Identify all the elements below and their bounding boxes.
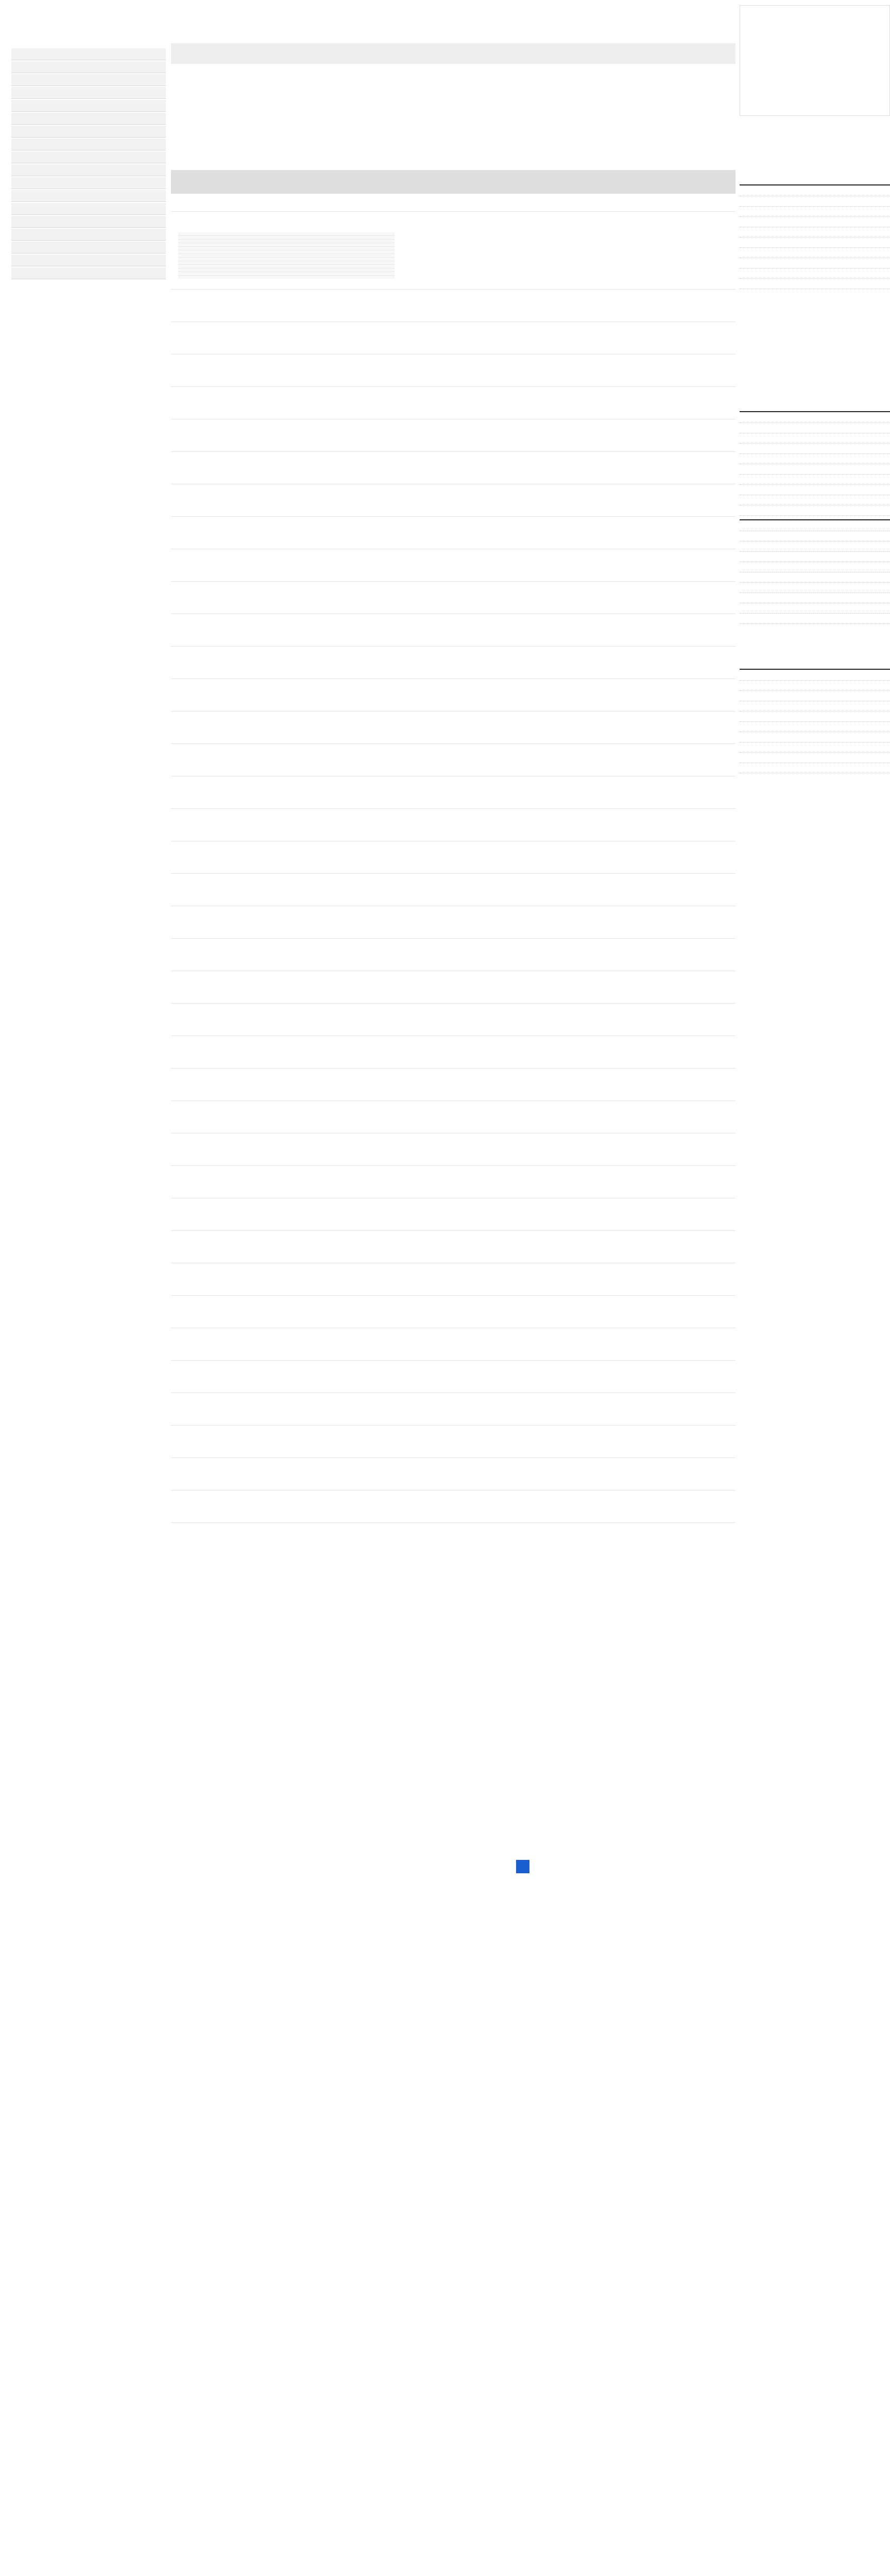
right-section-link[interactable] — [740, 543, 890, 552]
post-header — [178, 812, 384, 819]
right-section-link[interactable] — [740, 198, 890, 207]
post-actions[interactable] — [684, 779, 730, 793]
post-actions[interactable] — [684, 909, 730, 923]
right-section-link[interactable] — [740, 249, 890, 258]
post — [171, 1133, 735, 1165]
sidebar-link[interactable] — [11, 255, 166, 266]
post-actions[interactable] — [684, 974, 730, 988]
thread-tabs — [171, 83, 735, 96]
right-section-link[interactable] — [740, 553, 890, 562]
post — [171, 841, 735, 873]
sidebar-link[interactable] — [11, 61, 166, 73]
post-actions[interactable] — [684, 1429, 730, 1442]
sidebar-link[interactable] — [11, 267, 166, 279]
right-section-link[interactable] — [740, 672, 890, 681]
post-actions[interactable] — [684, 1396, 730, 1410]
post-header — [178, 1331, 384, 1338]
thread-tab[interactable] — [466, 83, 497, 96]
post-actions[interactable] — [684, 1039, 730, 1053]
post-actions[interactable] — [684, 877, 730, 890]
post — [171, 873, 735, 906]
right-column — [740, 0, 890, 2576]
post-actions[interactable] — [684, 747, 730, 760]
post-header — [178, 1299, 384, 1306]
post-header — [178, 1234, 384, 1241]
post-header — [178, 877, 384, 884]
post-header — [178, 1429, 384, 1436]
post-actions[interactable] — [684, 552, 730, 566]
right-section-link[interactable] — [740, 280, 890, 289]
post — [171, 1360, 735, 1393]
post-actions[interactable] — [684, 1137, 730, 1150]
sidebar-nav — [11, 36, 166, 280]
right-section-link[interactable] — [740, 455, 890, 464]
post-header — [178, 358, 384, 365]
right-section-heading — [740, 402, 890, 412]
post-header — [178, 1137, 384, 1144]
post-actions[interactable] — [684, 293, 730, 306]
right-section-heading — [740, 659, 890, 670]
right-section-link[interactable] — [740, 188, 890, 196]
thread-title — [171, 43, 735, 64]
post — [171, 646, 735, 679]
right-section-link[interactable] — [740, 466, 890, 474]
right-section-heading — [740, 510, 890, 520]
thread-tab[interactable] — [354, 83, 385, 96]
right-section-link[interactable] — [740, 239, 890, 248]
post-header — [178, 520, 384, 527]
post-actions[interactable] — [684, 358, 730, 371]
post — [171, 1490, 735, 1522]
post — [171, 808, 735, 841]
right-section-link[interactable] — [740, 723, 890, 732]
post-header — [178, 390, 384, 397]
sidebar-link[interactable] — [11, 100, 166, 112]
post — [171, 484, 735, 516]
right-section-link[interactable] — [740, 270, 890, 279]
post-header — [178, 1007, 384, 1014]
right-section-link[interactable] — [740, 703, 890, 711]
post-header — [178, 1039, 384, 1046]
sidebar-link[interactable] — [11, 216, 166, 228]
post-actions[interactable] — [684, 1266, 730, 1280]
post — [171, 743, 735, 776]
sidebar-link[interactable] — [11, 139, 166, 150]
right-section-link[interactable] — [740, 584, 890, 593]
post-actions[interactable] — [684, 390, 730, 403]
sidebar-link[interactable] — [11, 151, 166, 163]
right-section-link[interactable] — [740, 208, 890, 217]
post — [171, 1263, 735, 1295]
post-header — [178, 1461, 384, 1468]
right-section-link[interactable] — [740, 754, 890, 763]
post-header — [178, 1364, 384, 1371]
post-actions[interactable] — [684, 1234, 730, 1247]
post-header — [178, 422, 384, 430]
right-section — [740, 402, 890, 517]
post — [171, 1230, 735, 1263]
post — [171, 516, 735, 549]
post-actions[interactable] — [684, 487, 730, 501]
right-section-link[interactable] — [740, 595, 890, 603]
post-header — [178, 552, 384, 560]
post-actions[interactable] — [684, 1364, 730, 1377]
post-header — [178, 844, 384, 852]
thread-tab[interactable] — [410, 83, 441, 96]
post — [171, 711, 735, 743]
post — [171, 971, 735, 1003]
post — [171, 938, 735, 971]
post-actions[interactable] — [684, 325, 730, 338]
right-section-link[interactable] — [740, 260, 890, 268]
post — [171, 614, 735, 646]
right-section-link[interactable] — [740, 414, 890, 423]
post — [171, 1522, 735, 1555]
right-section-link[interactable] — [740, 445, 890, 454]
sidebar-link[interactable] — [11, 190, 166, 202]
post — [171, 321, 735, 354]
right-section-link[interactable] — [740, 765, 890, 773]
post-actions[interactable] — [684, 682, 730, 696]
post — [171, 354, 735, 386]
post — [171, 451, 735, 484]
sidebar-link[interactable] — [11, 126, 166, 138]
post — [171, 211, 735, 289]
post — [171, 581, 735, 614]
sidebar-heading — [58, 36, 119, 45]
post — [171, 679, 735, 711]
post-actions[interactable] — [684, 215, 730, 228]
right-section-link[interactable] — [740, 682, 890, 691]
post — [171, 289, 735, 321]
post — [171, 1100, 735, 1133]
post-header — [178, 487, 384, 495]
post-actions[interactable] — [684, 1331, 730, 1345]
post — [171, 776, 735, 808]
post-header — [178, 455, 384, 462]
sidebar-link[interactable] — [11, 87, 166, 99]
post-image[interactable] — [178, 232, 395, 279]
post — [171, 1165, 735, 1198]
post-header — [178, 585, 384, 592]
post-header — [178, 1201, 384, 1209]
overlay-close-button[interactable] — [516, 1860, 529, 1873]
post-actions[interactable] — [684, 585, 730, 598]
right-section-link[interactable] — [740, 435, 890, 444]
right-section-link[interactable] — [740, 497, 890, 505]
sidebar-link[interactable] — [11, 203, 166, 215]
right-section-link[interactable] — [740, 533, 890, 541]
post-header — [178, 715, 384, 722]
post-actions[interactable] — [684, 650, 730, 663]
post — [171, 1295, 735, 1328]
right-section-heading — [740, 175, 890, 185]
right-section-link[interactable] — [740, 734, 890, 742]
right-section — [740, 659, 890, 775]
post — [171, 1198, 735, 1230]
right-section-link[interactable] — [740, 486, 890, 495]
right-section-link[interactable] — [740, 229, 890, 238]
sidebar-link[interactable] — [11, 74, 166, 86]
post — [171, 1068, 735, 1100]
right-section — [740, 510, 890, 625]
post — [171, 1328, 735, 1360]
post — [171, 549, 735, 581]
post-actions[interactable] — [684, 812, 730, 825]
post-header — [178, 1266, 384, 1274]
post-actions[interactable] — [684, 1299, 730, 1312]
post-header — [178, 1396, 384, 1403]
post-actions[interactable] — [684, 1104, 730, 1117]
main-column — [171, 0, 735, 2576]
post — [171, 386, 735, 419]
right-section-link[interactable] — [740, 713, 890, 722]
post-actions[interactable] — [684, 455, 730, 468]
right-section-link[interactable] — [740, 605, 890, 614]
sidebar-link[interactable] — [11, 113, 166, 125]
post-header — [178, 215, 384, 222]
post-header — [178, 325, 384, 332]
post-header — [178, 682, 384, 689]
thread-notice — [171, 170, 735, 194]
post — [171, 1036, 735, 1068]
post — [171, 1458, 735, 1490]
post — [171, 1425, 735, 1458]
post-header — [178, 650, 384, 657]
post-header — [178, 942, 384, 949]
post-actions[interactable] — [684, 1201, 730, 1215]
post — [171, 419, 735, 451]
post-header — [178, 779, 384, 787]
post-header — [178, 1104, 384, 1111]
sidebar-link[interactable] — [11, 48, 166, 60]
post-header — [178, 617, 384, 624]
post-actions[interactable] — [684, 617, 730, 631]
post — [171, 906, 735, 938]
post — [171, 1393, 735, 1425]
right-section-link[interactable] — [740, 615, 890, 624]
post-header — [178, 974, 384, 981]
sidebar-link[interactable] — [11, 229, 166, 241]
post-actions[interactable] — [684, 1169, 730, 1182]
post-actions[interactable] — [684, 715, 730, 728]
right-section-link[interactable] — [740, 744, 890, 753]
sidebar-link[interactable] — [11, 177, 166, 189]
post-actions[interactable] — [684, 1461, 730, 1475]
right-section-link[interactable] — [740, 425, 890, 433]
post-actions[interactable] — [684, 520, 730, 533]
right-section — [740, 175, 890, 291]
sidebar-link[interactable] — [11, 242, 166, 253]
post-actions[interactable] — [684, 1007, 730, 1020]
post-header — [178, 1526, 384, 1533]
sidebar-link[interactable] — [11, 164, 166, 176]
post-header — [178, 293, 384, 300]
post-list — [171, 211, 735, 1555]
post-header — [178, 909, 384, 917]
post-actions[interactable] — [684, 1494, 730, 1507]
ad-banner[interactable] — [740, 5, 890, 116]
post-actions[interactable] — [684, 1526, 730, 1539]
post-header — [178, 1494, 384, 1501]
post-actions[interactable] — [684, 844, 730, 858]
post-header — [178, 1072, 384, 1079]
post — [171, 1003, 735, 1036]
post-actions[interactable] — [684, 942, 730, 955]
right-section-link[interactable] — [740, 692, 890, 701]
thread-tab[interactable] — [521, 83, 552, 96]
right-section-link[interactable] — [740, 564, 890, 572]
right-section-link[interactable] — [740, 574, 890, 583]
post-actions[interactable] — [684, 1072, 730, 1085]
right-section-link[interactable] — [740, 522, 890, 531]
right-section-link[interactable] — [740, 218, 890, 227]
post-actions[interactable] — [684, 422, 730, 436]
post-header — [178, 1169, 384, 1176]
post-header — [178, 747, 384, 754]
right-section-link[interactable] — [740, 476, 890, 485]
